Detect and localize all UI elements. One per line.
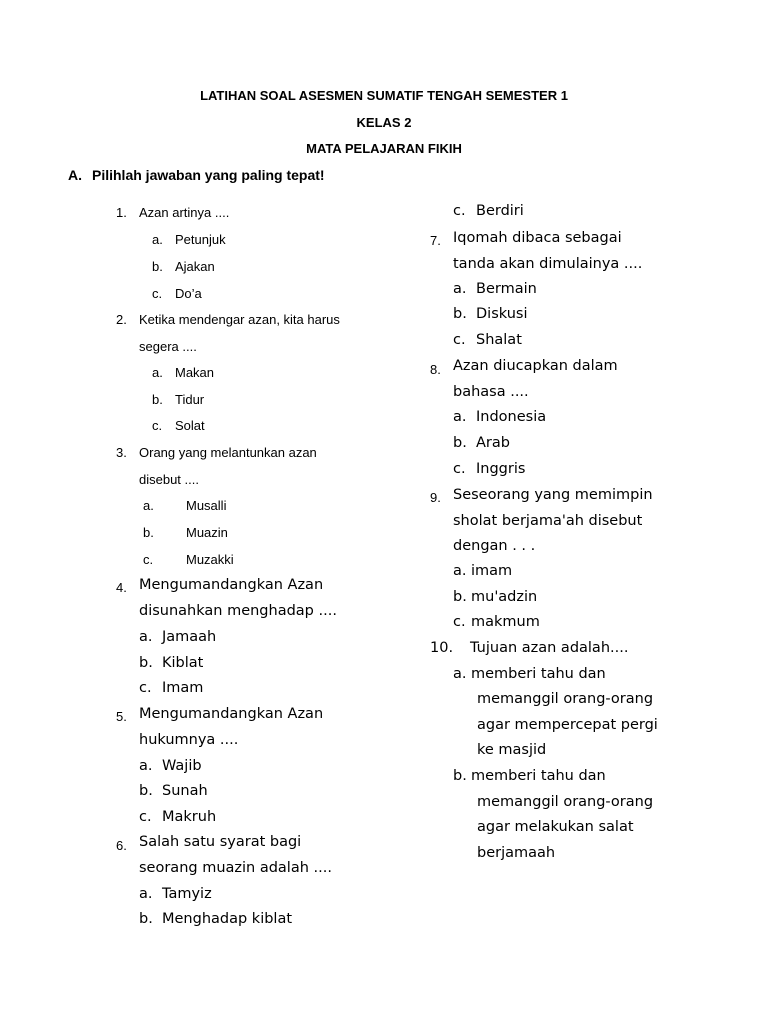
- option-a: ke masjid: [477, 742, 547, 758]
- option-a: agar mempercepat pergi: [477, 717, 658, 733]
- option-marker: a.: [152, 365, 163, 380]
- question-text: tanda akan dimulainya ....: [453, 256, 643, 272]
- option-b: Diskusi: [476, 306, 528, 322]
- question-text: Orang yang melantunkan azan: [139, 445, 317, 460]
- question-text: disunahkan menghadap ....: [139, 603, 337, 619]
- option-c: Inggris: [476, 461, 526, 477]
- option-c: Berdiri: [476, 203, 524, 219]
- question-text: seorang muazin adalah ....: [139, 860, 332, 876]
- option-b: memberi tahu dan: [471, 768, 606, 784]
- option-marker: a.: [453, 666, 467, 682]
- question-number: 5.: [116, 709, 127, 724]
- option-marker: a.: [152, 232, 163, 247]
- option-b: Arab: [476, 435, 510, 451]
- question-number: 3.: [116, 445, 127, 460]
- option-marker: b.: [139, 655, 153, 671]
- option-a: Makan: [175, 365, 215, 380]
- question-text: Seseorang yang memimpin: [453, 487, 653, 503]
- option-marker: a.: [453, 563, 467, 579]
- option-marker: c.: [453, 203, 466, 219]
- question-text: hukumnya ....: [139, 732, 239, 748]
- option-b: agar melakukan salat: [477, 819, 634, 835]
- option-c: Makruh: [162, 809, 217, 825]
- option-marker: b.: [139, 911, 153, 927]
- question-text: Ketika mendengar azan, kita harus: [139, 312, 340, 327]
- question-text: disebut ....: [139, 472, 199, 487]
- question-text: sholat berjama'ah disebut: [453, 513, 643, 529]
- option-marker: b.: [453, 435, 467, 451]
- question-number: 8.: [430, 362, 441, 377]
- option-b: berjamaah: [477, 845, 556, 861]
- option-a: memanggil orang-orang: [477, 691, 654, 707]
- option-marker: b.: [453, 768, 467, 784]
- option-marker: a.: [453, 409, 467, 425]
- option-marker: c.: [139, 809, 152, 825]
- option-a: memberi tahu dan: [471, 666, 606, 682]
- question-number: 1.: [116, 205, 127, 220]
- option-b: Ajakan: [175, 259, 215, 274]
- question-number: 2.: [116, 312, 127, 327]
- title-line-3: MATA PELAJARAN FIKIH: [306, 141, 462, 156]
- option-b: Muazin: [186, 525, 228, 540]
- option-marker: a.: [143, 498, 154, 513]
- question-number: 10.: [430, 640, 454, 656]
- question-text: Mengumandangkan Azan: [139, 577, 324, 593]
- option-marker: b.: [143, 525, 154, 540]
- option-marker: a.: [139, 886, 153, 902]
- option-b: Sunah: [162, 783, 208, 799]
- option-marker: a.: [139, 629, 153, 645]
- option-marker: a.: [453, 281, 467, 297]
- question-text: Salah satu syarat bagi: [139, 834, 302, 850]
- option-a: Jamaah: [162, 629, 217, 645]
- question-text: Azan artinya ....: [139, 205, 230, 220]
- option-c: Muzakki: [186, 552, 234, 567]
- section-letter: A.: [68, 167, 82, 183]
- option-c: Imam: [162, 680, 204, 696]
- question-text: Tujuan azan adalah....: [470, 640, 629, 656]
- question-text: Azan diucapkan dalam: [453, 358, 618, 374]
- option-c: Do’a: [175, 286, 202, 301]
- question-text: Mengumandangkan Azan: [139, 706, 324, 722]
- option-b: memanggil orang-orang: [477, 794, 654, 810]
- option-marker: c.: [143, 552, 154, 567]
- option-marker: c.: [453, 614, 466, 630]
- option-marker: c.: [453, 332, 466, 348]
- option-a: Bermain: [476, 281, 537, 297]
- option-c: Solat: [175, 418, 205, 433]
- question-number: 4.: [116, 580, 127, 595]
- option-a: Musalli: [186, 498, 227, 513]
- question-text: segera ....: [139, 339, 197, 354]
- option-a: Tamyiz: [162, 886, 212, 902]
- question-number: 7.: [430, 233, 441, 248]
- option-b: Kiblat: [162, 655, 204, 671]
- option-a: Wajib: [162, 758, 202, 774]
- option-marker: c.: [453, 461, 466, 477]
- option-marker: b.: [453, 306, 467, 322]
- title-line-2: KELAS 2: [356, 115, 412, 130]
- option-marker: c.: [139, 680, 152, 696]
- option-c: Shalat: [476, 332, 522, 348]
- option-a: imam: [471, 563, 513, 579]
- option-a: Petunjuk: [175, 232, 226, 247]
- option-marker: b.: [139, 783, 153, 799]
- question-text: Iqomah dibaca sebagai: [453, 230, 622, 246]
- question-text: dengan . . .: [453, 538, 536, 554]
- title-line-1: LATIHAN SOAL ASESMEN SUMATIF TENGAH SEMESTER 1: [200, 88, 568, 103]
- option-marker: b.: [152, 259, 163, 274]
- option-marker: c.: [152, 286, 163, 301]
- section-instruction: [68, 167, 325, 183]
- option-marker: c.: [152, 418, 163, 433]
- option-marker: b.: [453, 589, 467, 605]
- question-text: bahasa ....: [453, 384, 529, 400]
- option-marker: a.: [139, 758, 153, 774]
- question-number: 9.: [430, 490, 441, 505]
- option-b: mu'adzin: [471, 589, 538, 605]
- option-c: makmum: [471, 614, 540, 630]
- option-a: Indonesia: [476, 409, 547, 425]
- question-number: 6.: [116, 838, 127, 853]
- option-b: Menghadap kiblat: [162, 911, 293, 927]
- section-text: Pilihlah jawaban yang paling tepat!: [92, 167, 325, 183]
- option-marker: b.: [152, 392, 163, 407]
- option-b: Tidur: [175, 392, 205, 407]
